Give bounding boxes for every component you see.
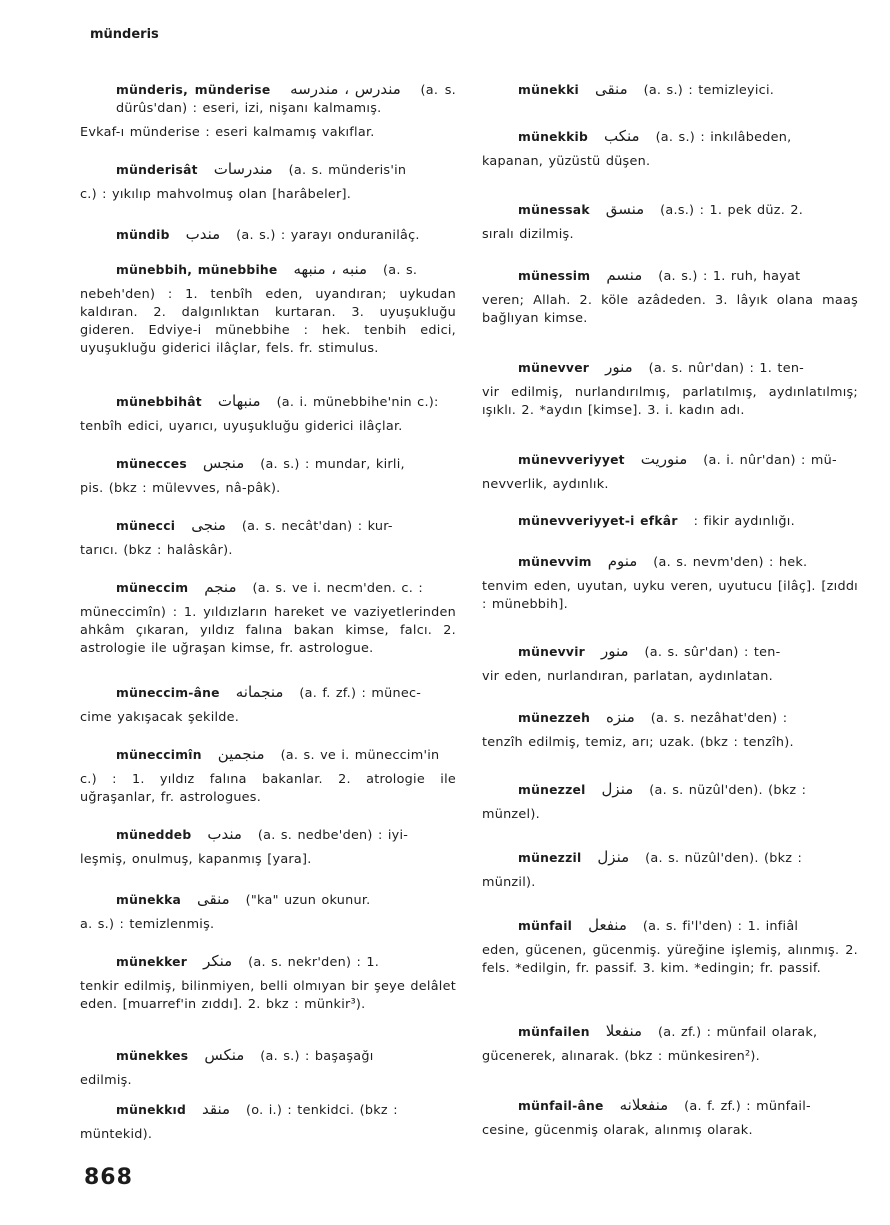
dictionary-entry-munebbihat [80,392,456,436]
definition-text: cesine, gücenmiş olarak, alınmış olarak. [482,1123,753,1138]
dictionary-entry-munekkib [482,127,858,171]
definition-text: nebeh'den) : 1. tenbîh eden, uyandıran; uykudan kaldıran. 2. dalgınlıktan kurtaran. 3. uyuşukluğu gideren. Edviye-i münebbihe : hek. tenbih edici, uyuşukluğu giderici ilâçlar, fels. fr. stimulus. [80,287,456,356]
headword: münevvir [518,645,585,659]
definition-text: (a. f. zf.) : münfail- [684,1099,811,1114]
definition-text: (a. s. nekr'den) : 1. [248,955,380,970]
definition-text: Evkaf-ı münderise : eseri kalmamış vakıflar. [80,125,375,140]
definition-text: (a. s. nûr'dan) : 1. ten- [648,361,805,376]
definition-text: (a. s. nedbe'den) : iyi- [257,828,409,843]
dictionary-entry-muneddeb [80,825,456,869]
definition-text: sıralı dizilmiş. [482,227,574,242]
headword: müneddeb [116,828,192,842]
definition-text: nevverlik, aydınlık. [482,477,609,492]
definition-text: tarıcı. (bkz : halâskâr). [80,543,233,558]
headword: münekkıd [116,1103,187,1117]
headword: münebbihât [116,395,202,409]
dictionary-entry-munderis [80,80,456,142]
definition-text: vir eden, nurlandıran, parlatan, aydınlatan. [482,669,773,684]
dictionary-entry-munfail-ane [482,1096,858,1140]
definition-text: (a. s. sûr'dan) : ten- [644,645,781,660]
definition-text: c.) : 1. yıldız falına bakanlar. 2. atrologie ile uğraşanlar, fr. astrologues. [80,772,456,805]
definition-text: (a. s. nevm'den) : hek. [653,555,808,570]
headword: müneccimîn [116,748,202,762]
dictionary-entry-munecces [80,454,456,498]
definition-text: (a. s.) : 1. ruh, hayat [658,269,801,284]
headword: münevveriyyet-i efkâr [518,514,678,528]
definition-text: tenvim eden, uyutan, uyku veren, uyutucu [ilâç]. [zıddı : münebbih]. [482,579,858,612]
arabic-script: منزه [606,708,635,726]
definition-text: müneccimîn) : 1. yıldızların hareket ve vaziyetlerinden ahkâm çıkaran, yıldız falına bakan kimse, falcı. 2. astrologie ile uğraşan kimse, fr. astrologue. [80,605,456,656]
headword: müneccim [116,581,189,595]
definition-text: c.) : yıkılıp mahvolmuş olan [harâbeler]. [80,187,352,202]
dictionary-entry-munderisat [80,160,456,204]
definition-text: ("ka" uzun okunur. [245,893,371,908]
headword: münezzeh [518,711,591,725]
dictionary-entry-munebbih [80,260,456,358]
headword: münfailen [518,1025,590,1039]
headword: münezzil [518,851,582,865]
dictionary-entry-munessim [482,266,858,328]
arabic-script: مندب [207,825,242,843]
headword: münecces [116,457,187,471]
definition-text: veren; Allah. 2. köle azâdeden. 3. lâyık olana maaş bağlıyan kimse. [482,293,858,326]
arabic-script: منور [600,642,629,660]
headword: münderisât [116,163,198,177]
dictionary-entry-muneccim-ane [80,683,456,727]
headword: münebbih, münebbihe [116,263,278,277]
arabic-script: مندب [185,225,221,243]
dictionary-entry-munekki [482,80,858,100]
definition-text: gücenerek, alınarak. (bkz : münkesiren²). [482,1049,760,1064]
definition-text: kapanan, yüzüstü düşen. [482,154,651,169]
headword: münessak [518,203,590,217]
definition-text: (a. i. münebbihe'nin c.): [276,395,439,410]
arabic-script: منقى [197,890,230,908]
arabic-script: منسم [606,266,643,284]
dictionary-entry-munevveriyyet [482,450,858,494]
definition-text: (a.s.) : 1. pek düz. 2. [660,203,804,218]
arabic-script: منجم [204,578,237,596]
definition-text: (a. s.) : mundar, kirli, [260,457,405,472]
definition-text: müntekid). [80,1127,153,1142]
arabic-script: منجمانه [235,683,284,701]
page-number: 868 [84,1165,133,1190]
definition-text: tenbîh edici, uyarıcı, uyuşukluğu giderici ilâçlar. [80,419,403,434]
definition-text: (a. s. ve i. müneccim'in [280,748,440,763]
headword: münecci [116,519,176,533]
definition-text: (a. s. ve i. necm'den. c. : [252,581,423,596]
arabic-script: منقد [202,1100,231,1118]
headword: münevvim [518,555,592,569]
definition-text: (a. s.) : yarayı onduranilâç. [236,228,420,243]
headword: münessim [518,269,591,283]
headword: münfail [518,919,573,933]
definition-text: (a. s. necât'dan) : kur- [241,519,393,534]
definition-text: a. s.) : temizlenmiş. [80,917,215,932]
headword: münekka [116,893,182,907]
arabic-script: منبه ، منبهه [293,260,368,278]
definition-text: tenzîh edilmiş, temiz, arı; uzak. (bkz : tenzîh). [482,735,794,750]
arabic-script: منكب [604,127,640,145]
headword: münfail-âne [518,1099,604,1113]
arabic-script: منكس [204,1046,245,1064]
arabic-script: مندرسات [213,160,273,178]
dictionary-entry-munevvir [482,642,858,686]
arabic-script: منجس [202,454,245,472]
headword: münekkib [518,130,589,144]
headword: münekki [518,83,579,97]
arabic-script: منكر [203,952,233,970]
dictionary-entry-munekker [80,952,456,1014]
definition-text: leşmiş, onulmuş, kapanmış [yara]. [80,852,312,867]
dictionary-entry-munekkid [80,1100,456,1144]
definition-text: (a. f. zf.) : münec- [299,686,422,701]
arabic-script: منفعلا [605,1022,643,1040]
dictionary-entry-munecci [80,516,456,560]
dictionary-entry-munezzeh [482,708,858,752]
definition-text: (a. s. fi'l'den) : 1. infiâl [642,919,799,934]
dictionary-entry-munevver [482,358,858,420]
dictionary-entry-munfailen [482,1022,858,1066]
definition-text: tenkir edilmiş, bilinmiyen, belli olmıyan bir şeye delâlet eden. [muarref'in zıddı]. 2. bkz : münkir³). [80,979,456,1012]
definition-text: (a. s. münderis'in [288,163,407,178]
dictionary-entry-muneccim [80,578,456,658]
definition-text: edilmiş. [80,1073,132,1088]
dictionary-entry-munfail [482,916,858,978]
dictionary-entry-muneccimin [80,745,456,807]
dictionary-entry-munezzil [482,848,858,892]
arabic-script: منسق [605,200,645,218]
dictionary-entry-munekkes [80,1046,456,1090]
dictionary-entry-munezzel [482,780,858,824]
definition-text: (a. s. dürûs'dan) : eseri, izi, nişanı kalmamış. [116,83,456,116]
definition-text: (a. s. nüzûl'den). (bkz : [649,783,807,798]
definition-text: pis. (bkz : mülevves, nâ-pâk). [80,481,281,496]
definition-text: (a. s.) : temizleyici. [643,83,775,98]
dictionary-entry-munessak [482,200,858,244]
definition-text: (a. s. nüzûl'den). (bkz : [645,851,803,866]
dictionary-entry-mundib [80,225,456,245]
definition-text: münzel). [482,807,540,822]
definition-text: eden, gücenen, gücenmiş. yüreğine işlemiş, alınmış. 2. fels. *edilgin, fr. passif. 3. kim. *edingin; fr. passif. [482,943,858,976]
definition-text: cime yakışacak şekilde. [80,710,240,725]
headword: münevveriyyet [518,453,625,467]
definition-text: : fikir aydınlığı. [693,514,795,529]
running-head: münderis [90,27,159,42]
headword: münderis, münderise [116,83,271,97]
arabic-script: مندرس ، مندرسه [290,80,401,98]
arabic-script: منوريت [640,450,688,468]
arabic-script: منبهات [217,392,261,410]
dictionary-entry-munekka-l [80,890,456,934]
headword: münekker [116,955,188,969]
arabic-script: منقى [594,80,628,98]
headword: münekkes [116,1049,189,1063]
headword: münevver [518,361,590,375]
definition-text: (a. s.) : başaşağı [260,1049,374,1064]
arabic-script: منوم [607,552,638,570]
definition-text: (a. s. [383,263,418,278]
definition-text: (a. zf.) : münfail olarak, [658,1025,818,1040]
headword: münezzel [518,783,586,797]
definition-text: (a. s.) : inkılâbeden, [655,130,792,145]
headword: mündib [116,228,170,242]
arabic-script: منزل [601,780,634,798]
arabic-script: منفعل [588,916,627,934]
headword: müneccim-âne [116,686,220,700]
definition-text: (o. i.) : tenkidci. (bkz : [246,1103,398,1118]
arabic-script: منجمين [217,745,265,763]
definition-text: (a. s. nezâhat'den) : [650,711,788,726]
definition-text: (a. i. nûr'dan) : mü- [703,453,837,468]
definition-text: vir edilmiş, nurlandırılmış, parlatılmış, aydınlatılmış; ışıklı. 2. *aydın [kimse]. 3. i. kadın adı. [482,385,858,418]
arabic-script: منفعلانه [619,1096,669,1114]
dictionary-entry-munevveriyyet-i-efkar [482,512,858,531]
arabic-script: منزل [597,848,630,866]
arabic-script: منور [605,358,633,376]
arabic-script: منجى [191,516,226,534]
definition-text: münzil). [482,875,536,890]
dictionary-entry-munevvim [482,552,858,614]
